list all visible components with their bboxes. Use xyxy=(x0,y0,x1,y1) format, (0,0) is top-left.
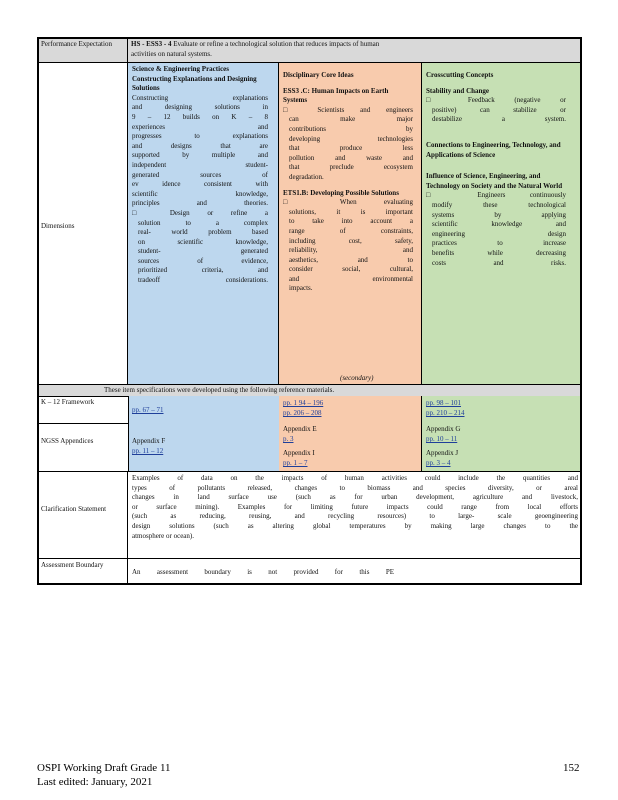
clar-line: changes in land surface use (such as for urban development, agriculture and livestock, xyxy=(132,493,578,502)
sep-text-line: supported by multiple and xyxy=(132,151,268,160)
sep-bullet-line: on scientific knowledge, xyxy=(138,237,268,246)
clar-last-line: atmosphere or ocean). xyxy=(132,531,194,540)
pe-text-line1: Evaluate or refine a technological solution that reduces impacts of human xyxy=(173,40,380,48)
ngss-ccc-link-2[interactable]: pp. 3 – 4 xyxy=(426,459,451,467)
dci-sub2-line: reliability, and xyxy=(289,246,413,255)
ccc-sub2: Connections to Engineering, Technology, and Applications of Science xyxy=(426,140,561,159)
ccc-sub1: Stability and Change xyxy=(426,86,490,95)
dci-sub2-line: range of constraints, xyxy=(289,226,413,235)
dim-label: Dimensions xyxy=(41,222,75,230)
ccc-sub1-line: □ Feedback (negative or xyxy=(426,96,566,105)
ccc-sub1-lines xyxy=(426,96,566,125)
dci-sub1-line: pollution and waste and xyxy=(289,153,413,162)
dci-sub1-line: that preclude ecosystem xyxy=(289,163,413,172)
sep-text-line: scientific knowledge, xyxy=(132,189,268,198)
dci-title: Disciplinary Core Ideas xyxy=(283,71,354,79)
clar-text xyxy=(132,474,578,541)
ngss-label: NGSS Appendices xyxy=(41,437,94,445)
clar-line: design solutions (such as altering global temperatures by making large changes to the xyxy=(132,521,578,530)
reference-note: These item specifications were developed using the following reference materials. xyxy=(104,386,335,394)
ngss-ccc-appendix-2: Appendix J xyxy=(426,449,459,457)
dci-sub2-line: aesthetics, and to xyxy=(289,255,413,264)
pe-label: Performance Expectation xyxy=(41,40,112,48)
sep-text-line: Constructing explanations xyxy=(132,93,268,102)
clar-line: (such as reducing, reusing, and recycling resources) to large- scale geoengineering xyxy=(132,512,578,521)
page-number: 152 xyxy=(563,762,580,774)
sep-title: Science & Engineering Practices xyxy=(132,65,230,73)
dci-sub2-line: to take into account a xyxy=(289,217,413,226)
dci-sub1-line: can make major xyxy=(289,115,413,124)
dci-sub2: ETS1.B: Developing Possible Solutions xyxy=(283,188,399,197)
clar-divider xyxy=(127,472,128,558)
ngss-dci-link-2[interactable]: pp. 1 – 7 xyxy=(283,459,308,467)
sep-bullet-line: prioritized criteria, and xyxy=(138,266,268,275)
dci-sub2-line: solutions, it is important xyxy=(289,207,413,216)
k12-ccc-link-2[interactable]: pp. 210 – 214 xyxy=(426,409,465,417)
k12-ccc-link-1[interactable]: pp. 98 – 101 xyxy=(426,399,461,407)
sep-text-line: 9 – 12 builds on K – 8 xyxy=(132,112,268,121)
dci-sub2-line: including cost, safety, xyxy=(289,236,413,245)
sep-bullet-line: tradeoff considerations. xyxy=(138,276,268,285)
sep-text-line: principles and theories. xyxy=(132,199,268,208)
sep-text-line: progresses to explanations xyxy=(132,132,268,141)
k12-dci-link-2[interactable]: pp. 206 – 208 xyxy=(283,409,322,417)
pe-label-divider xyxy=(127,38,128,62)
dci-sub2-line: consider social, cultural, xyxy=(289,265,413,274)
ab-divider xyxy=(127,559,128,585)
sep-text-line: and designing solutions in xyxy=(132,103,268,112)
ccc-sub3-line: engineering design xyxy=(432,229,566,238)
sep-bullet xyxy=(132,209,268,286)
ccc-sub3-line: □ Engineers continuously xyxy=(426,191,566,200)
sep-lines xyxy=(132,94,268,209)
sep-bullet-line: □ Design or refine a xyxy=(132,208,268,217)
ccc-sub3-line: benefits while decreasing xyxy=(432,248,566,257)
dci-sub2-lines xyxy=(283,198,413,294)
dci-sub2-line: □ When evaluating xyxy=(283,198,413,207)
ccc-sub3-line: costs and risks. xyxy=(432,258,566,267)
ngss-sep-appendix: Appendix F xyxy=(132,437,166,445)
ccc-sub1-line: destabilize a system. xyxy=(432,115,566,124)
ab-text: An assessment boundary is not provided for this PE xyxy=(132,568,394,576)
clar-line: types of pollutants released, changes to biomass and species diversity, or areal xyxy=(132,483,578,492)
dci-sub1-line: that produce less xyxy=(289,144,413,153)
clar-lines xyxy=(132,474,578,532)
sep-text-line: and designs that are xyxy=(132,141,268,150)
dci-content xyxy=(283,71,413,294)
ngss-ccc-appendix-1: Appendix G xyxy=(426,425,461,433)
ccc-sub3-line: scientific knowledge and xyxy=(432,220,566,229)
ccc-title: Crosscutting Concepts xyxy=(426,71,494,79)
ccc-sub1-line: positive) can stabilize or xyxy=(432,105,566,114)
k12-dci-link-1[interactable]: pp. 1 94 – 196 xyxy=(283,399,324,407)
dci-sub1-line: degradation. xyxy=(289,172,324,181)
sep-text-line: ev idence consistent with xyxy=(132,180,268,189)
k12-sep-link[interactable]: pp. 67 – 71 xyxy=(132,406,164,414)
ccc-sub3-line: systems by applying xyxy=(432,210,566,219)
ngss-dci-appendix-2: Appendix I xyxy=(283,449,315,457)
clar-line: or surface mining). Examples for limiting future impacts could range from local efforts xyxy=(132,502,578,511)
sep-bullet-line: solution to a complex xyxy=(138,218,268,227)
ccc-content xyxy=(426,71,566,268)
sep-text-line: generated sources of xyxy=(132,170,268,179)
sep-text-line: independent student- xyxy=(132,160,268,169)
ngss-dci-link-1[interactable]: p. 3 xyxy=(283,435,294,443)
pe-text xyxy=(131,40,577,59)
ccc-sub3: Influence of Science, Engineering, and Technology on Society and the Natural World xyxy=(426,172,563,190)
dci-sub1-line: contributions by xyxy=(289,124,413,133)
k12-label: K – 12 Framework xyxy=(41,398,95,406)
ngss-sep-link[interactable]: pp. 11 – 12 xyxy=(132,447,164,455)
sep-bullet-line: student- generated xyxy=(138,247,268,256)
sep-content xyxy=(132,65,268,286)
pe-code: HS - ESS3 - 4 xyxy=(131,40,172,48)
dci-sub1: ESS3 .C: Human Impacts on Earth Systems xyxy=(283,86,389,105)
dci-sub2-line: and environmental xyxy=(289,274,413,283)
ab-label: Assessment Boundary xyxy=(41,561,104,569)
pe-text-line2: activities on natural systems. xyxy=(131,49,212,58)
dci-sub1-line: □ Scientists and engineers xyxy=(283,105,413,114)
ccc-sub3-line: practices to increase xyxy=(432,239,566,248)
clar-line: Examples of data on the impacts of human activities could include the quantities and xyxy=(132,474,578,482)
sep-text-line: experiences and xyxy=(132,122,268,131)
dci-sub1-lines xyxy=(283,106,413,183)
dci-secondary: (secondary) xyxy=(340,374,374,382)
ngss-ccc-link-1[interactable]: pp. 10 – 11 xyxy=(426,435,458,443)
footer-line-2: Last edited: January, 2021 xyxy=(37,776,153,788)
dci-sub1-line: developing technologies xyxy=(289,134,413,143)
clar-label: Clarification Statement xyxy=(41,505,107,513)
sep-bullet-line: sources of evidence, xyxy=(138,256,268,265)
footer-line-1: OSPI Working Draft Grade 11 xyxy=(37,762,171,774)
ccc-sub3-lines xyxy=(426,191,566,268)
sep-subtitle: Constructing Explanations and Designing Solutions xyxy=(132,74,257,93)
dci-sub2-line: impacts. xyxy=(289,284,313,293)
sep-bullet-line: real- world problem based xyxy=(138,228,268,237)
ngss-dci-appendix-1: Appendix E xyxy=(283,425,317,433)
ccc-sub3-line: modify these technological xyxy=(432,200,566,209)
